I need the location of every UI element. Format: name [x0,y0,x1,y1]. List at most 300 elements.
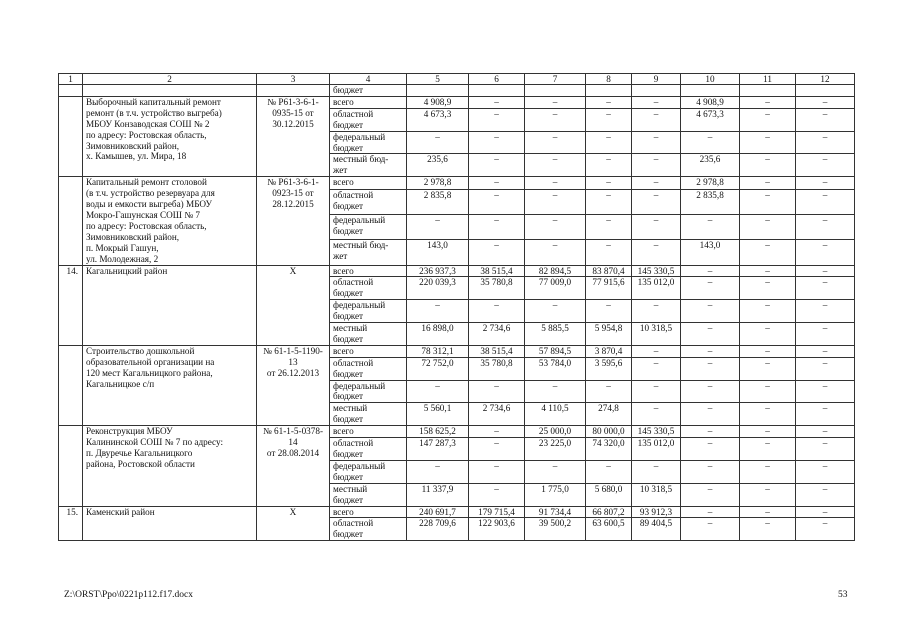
amount-cell: – [632,131,681,154]
amount-cell: – [632,345,681,357]
amount-cell: – [740,380,796,403]
object-name-line: Капитальный ремонт столовой [86,177,207,188]
amount-cell: – [740,426,796,438]
amount-cell: 2 734,6 [469,323,525,346]
amount-cell: – [469,177,525,190]
document-number-line: Х [289,506,297,517]
amount-cell: – [796,426,855,438]
document-number-line: от 26.12.2013 [266,367,320,378]
amount-cell: 135 012,0 [632,438,681,461]
object-name-line: Каменский район [86,506,155,517]
amount-cell: – [681,215,740,240]
object-name-line: Реконструкция МБОУ [86,426,173,437]
funding-source-line: бюджет [333,333,364,344]
amount-cell: 11 337,9 [407,483,469,506]
amount-cell: – [525,131,586,154]
object-name [83,85,257,97]
column-number: 6 [469,74,525,85]
object-name-line: (в т.ч. устройство резервуара для [86,188,215,199]
amount-cell: 240 691,7 [407,506,469,518]
funding-source-line: бюджет [333,529,364,540]
amount-cell: – [796,518,855,541]
amount-cell: – [796,108,855,131]
amount-cell: 145 330,5 [632,265,681,277]
amount-cell: – [586,177,632,190]
amount-cell: – [586,96,632,108]
amount-cell: – [681,380,740,403]
document-number [257,506,330,541]
funding-source-line: областной [333,518,374,529]
amount-cell: – [740,323,796,346]
amount-cell: – [632,240,681,265]
amount-cell: – [632,177,681,190]
amount-cell: – [740,154,796,177]
amount-cell: – [740,438,796,461]
amount-cell [407,85,469,97]
document-number [257,177,330,265]
funding-source [330,506,407,518]
amount-cell: – [681,323,740,346]
amount-cell: 2 835,8 [681,190,740,215]
funding-source-line: местный [333,403,368,414]
amount-cell: 4 110,5 [525,403,586,426]
amount-cell: 66 807,2 [586,506,632,518]
amount-cell: 2 734,6 [469,403,525,426]
amount-cell [632,85,681,97]
amount-cell: – [740,190,796,215]
amount-cell: – [469,426,525,438]
row-number [59,426,83,506]
amount-cell: – [740,518,796,541]
funding-source-line: федеральный [333,460,386,471]
amount-cell: 89 404,5 [632,518,681,541]
amount-cell: 235,6 [681,154,740,177]
document-number-line: 0923-15 от [272,188,314,199]
funding-source-line: бюджет [333,494,364,505]
amount-cell: – [740,215,796,240]
funding-source-line: всего [333,177,354,188]
amount-cell: – [525,460,586,483]
amount-cell: – [740,96,796,108]
amount-cell: – [407,380,469,403]
amount-cell: – [740,108,796,131]
document-number-line: 0935-15 от [272,107,314,118]
object-name [83,265,257,345]
amount-cell: – [796,438,855,461]
object-name-line: Кагальницкое с/п [86,378,155,389]
amount-cell: 74 320,0 [586,438,632,461]
document-number-line: № 61-1-5-1190-13 [263,345,323,367]
amount-cell: 5 885,5 [525,323,586,346]
column-number: 2 [83,74,257,85]
document-number [257,265,330,345]
amount-cell: – [740,240,796,265]
budget-table [58,73,855,541]
column-number: 12 [796,74,855,85]
amount-cell: – [740,265,796,277]
funding-source-line: бюджет [333,85,364,95]
funding-source-line: областной [333,357,374,368]
amount-cell: – [740,300,796,323]
column-number: 8 [586,74,632,85]
amount-cell: 35 780,8 [469,357,525,380]
amount-cell: – [632,154,681,177]
amount-cell: – [796,240,855,265]
amount-cell: – [586,380,632,403]
funding-source [330,215,407,240]
amount-cell: – [740,403,796,426]
amount-cell: – [632,190,681,215]
object-name-line: Калининской СОШ № 7 по адресу: [86,437,224,448]
funding-source [330,85,407,97]
funding-source-line: всего [333,426,354,437]
funding-source [330,357,407,380]
funding-source [330,240,407,265]
amount-cell: – [681,403,740,426]
footer-file-path: Z:\ORST\Ppo\0221p112.f17.docx [64,590,193,600]
amount-cell: – [469,190,525,215]
amount-cell: – [525,380,586,403]
object-name-line: 120 мест Кагальницкого района, [86,367,213,378]
amount-cell: 82 894,5 [525,265,586,277]
amount-cell: 274,8 [586,403,632,426]
amount-cell: – [796,96,855,108]
amount-cell: 80 000,0 [586,426,632,438]
amount-cell: – [525,177,586,190]
amount-cell: – [796,323,855,346]
funding-source-line: местный [333,483,368,494]
amount-cell: 147 287,3 [407,438,469,461]
object-name-line: по адресу: Ростовская область, [86,220,207,231]
document-number-line: Х [289,265,297,276]
funding-source [330,380,407,403]
document-number-line: от 28.08.2014 [266,448,320,458]
amount-cell: – [469,380,525,403]
amount-cell: 235,6 [407,154,469,177]
amount-cell: 220 039,3 [407,277,469,300]
amount-cell: – [740,357,796,380]
amount-cell: – [796,265,855,277]
amount-cell: – [740,506,796,518]
amount-cell: – [796,506,855,518]
amount-cell: 158 625,2 [407,426,469,438]
amount-cell: 4 908,9 [407,96,469,108]
object-name [83,506,257,541]
amount-cell: – [681,131,740,154]
object-name-line: Зимовниковский район, [86,231,180,242]
funding-source [330,177,407,190]
amount-cell [740,85,796,97]
funding-source-line: областной [333,277,374,288]
funding-source [330,438,407,461]
amount-cell: 39 500,2 [525,518,586,541]
amount-cell: – [632,300,681,323]
row-number [59,85,83,97]
amount-cell: – [740,345,796,357]
amount-cell: – [796,300,855,323]
amount-cell: – [586,131,632,154]
table-body [59,74,855,541]
amount-cell: – [796,345,855,357]
amount-cell: 77 915,6 [586,277,632,300]
amount-cell: – [740,483,796,506]
amount-cell: – [586,108,632,131]
funding-source-line: бюджет [333,311,364,322]
amount-cell: 5 560,1 [407,403,469,426]
amount-cell: 25 000,0 [525,426,586,438]
amount-cell [796,85,855,97]
amount-cell: 10 318,5 [632,323,681,346]
amount-cell: – [796,403,855,426]
table-row [59,177,855,190]
amount-cell: – [469,483,525,506]
amount-cell: – [796,460,855,483]
funding-source [330,518,407,541]
amount-cell: 4 908,9 [681,96,740,108]
object-name-line: ремонт (в т.ч. устройство выгреба) [86,107,222,118]
amount-cell: – [586,240,632,265]
amount-cell: – [681,300,740,323]
funding-source-line: всего [333,265,354,276]
funding-source [330,96,407,108]
amount-cell: 3 595,6 [586,357,632,380]
object-name-line: Зимовниковский район, [86,140,180,151]
funding-source [330,265,407,277]
funding-source-line: всего [333,96,354,107]
header-row [59,74,855,85]
amount-cell: 236 937,3 [407,265,469,277]
amount-cell: – [586,190,632,215]
amount-cell: 10 318,5 [632,483,681,506]
amount-cell: – [632,357,681,380]
amount-cell: – [796,483,855,506]
amount-cell [469,85,525,97]
amount-cell: – [632,380,681,403]
column-number: 1 [59,74,83,85]
object-name-line: воды и емкости выгреба) МБОУ [86,199,213,210]
amount-cell: 228 709,6 [407,518,469,541]
row-number [59,96,83,176]
amount-cell: – [525,108,586,131]
funding-source [330,483,407,506]
document-number [257,96,330,176]
amount-cell: 2 835,8 [407,190,469,215]
amount-cell: – [407,215,469,240]
amount-cell: 38 515,4 [469,345,525,357]
amount-cell: – [469,460,525,483]
funding-source-line: федеральный [333,131,386,142]
object-name-line: ул. Молодежная, 2 [86,253,159,264]
amount-cell: – [525,154,586,177]
amount-cell: – [632,460,681,483]
amount-cell: – [796,154,855,177]
amount-cell: – [740,277,796,300]
amount-cell: 57 894,5 [525,345,586,357]
column-number: 9 [632,74,681,85]
amount-cell: 135 012,0 [632,277,681,300]
funding-source [330,190,407,215]
funding-source-line: местный бюд- [333,154,389,165]
funding-source-line: федеральный [333,380,386,391]
funding-source [330,323,407,346]
object-name-line: Мокро-Гашунская СОШ № 7 [86,209,200,220]
amount-cell: 38 515,4 [469,265,525,277]
amount-cell: – [796,190,855,215]
amount-cell: 23 225,0 [525,438,586,461]
amount-cell: – [525,96,586,108]
amount-cell: – [469,154,525,177]
funding-source-line: бюджет [333,449,364,459]
amount-cell: – [681,357,740,380]
funding-source-line: бюджет [333,142,364,153]
amount-cell: – [586,154,632,177]
amount-cell: 145 330,5 [632,426,681,438]
column-number: 5 [407,74,469,85]
amount-cell: – [796,131,855,154]
amount-cell: – [796,177,855,190]
funding-source-line: всего [333,506,354,517]
object-name-line: х. Камышев, ул. Мира, 18 [86,151,187,162]
amount-cell: – [681,265,740,277]
amount-cell: 77 009,0 [525,277,586,300]
funding-source [330,300,407,323]
amount-cell: 143,0 [681,240,740,265]
funding-source [330,460,407,483]
amount-cell: – [632,403,681,426]
amount-cell: – [681,426,740,438]
funding-source [330,403,407,426]
object-name-line: района, Ростовской области [86,458,195,469]
funding-source-line: бюджет [333,391,364,402]
amount-cell: 5 680,0 [586,483,632,506]
column-number: 7 [525,74,586,85]
amount-cell: – [469,108,525,131]
amount-cell: – [632,215,681,240]
column-number: 10 [681,74,740,85]
amount-cell: 4 673,3 [681,108,740,131]
funding-source-line: бюджет [333,471,364,482]
funding-source-line: бюджет [333,414,364,425]
column-number: 3 [257,74,330,85]
row-number: 14. [59,265,83,345]
object-name-line: МБОУ Конзаводская СОШ № 2 [86,118,210,129]
funding-source-line: областной [333,108,374,119]
amount-cell: 91 734,4 [525,506,586,518]
funding-source [330,345,407,357]
object-name [83,426,257,506]
amount-cell: – [740,177,796,190]
amount-cell: 2 978,8 [681,177,740,190]
amount-cell: 53 784,0 [525,357,586,380]
amount-cell: – [796,215,855,240]
funding-source-line: местный [333,323,368,334]
amount-cell: – [586,215,632,240]
funding-source-line: местный бюд- [333,240,389,251]
funding-source-line: жет [333,251,348,262]
amount-cell: 2 978,8 [407,177,469,190]
amount-cell: – [632,108,681,131]
document-number-line: № Р61-3-6-1- [267,96,319,107]
object-name [83,177,257,265]
amount-cell: – [469,300,525,323]
amount-cell [525,85,586,97]
amount-cell: 35 780,8 [469,277,525,300]
document-number [257,345,330,425]
object-name [83,96,257,176]
object-name-line: Строительство дошкольной [86,345,195,356]
document-number-line: 28.12.2015 [272,199,314,210]
amount-cell: – [525,190,586,215]
object-name-line: по адресу: Ростовская область, [86,129,207,140]
funding-source [330,154,407,177]
amount-cell: – [525,300,586,323]
object-name-line: Кагальницкий район [86,265,168,276]
table-row [59,85,855,97]
document-number [257,85,330,97]
amount-cell: 93 912,3 [632,506,681,518]
amount-cell: – [740,131,796,154]
amount-cell: – [469,215,525,240]
funding-source-line: федеральный [333,215,386,226]
document-number-line: № Р61-3-6-1- [267,177,319,188]
amount-cell: – [796,380,855,403]
amount-cell: 78 312,1 [407,345,469,357]
amount-cell: 1 775,0 [525,483,586,506]
amount-cell: 122 903,6 [469,518,525,541]
amount-cell: – [796,277,855,300]
row-number [59,345,83,425]
table-row [59,265,855,277]
amount-cell: 72 752,0 [407,357,469,380]
funding-source-line: федеральный [333,300,386,311]
amount-cell: – [469,438,525,461]
amount-cell: – [469,96,525,108]
object-name [83,345,257,425]
amount-cell: 4 673,3 [407,108,469,131]
funding-source [330,277,407,300]
row-number: 15. [59,506,83,541]
amount-cell: 143,0 [407,240,469,265]
amount-cell: – [469,131,525,154]
document-number-line: № 61-1-5-0378-14 [262,426,324,448]
funding-source-line: бюджет [333,226,364,237]
amount-cell: – [525,215,586,240]
amount-cell: 179 715,4 [469,506,525,518]
funding-source-line: жет [333,165,348,176]
object-name-line: п. Двуречье Кагальницкого [86,448,193,458]
funding-source-line: областной [333,438,374,449]
amount-cell: – [632,96,681,108]
amount-cell: – [681,483,740,506]
amount-cell: – [796,357,855,380]
funding-source-line: бюджет [333,119,364,130]
table-row [59,345,855,357]
column-number: 4 [330,74,407,85]
column-number: 11 [740,74,796,85]
amount-cell: – [586,460,632,483]
funding-source [330,426,407,438]
funding-source [330,108,407,131]
amount-cell: – [586,300,632,323]
amount-cell: – [407,131,469,154]
funding-source-line: всего [333,345,354,356]
amount-cell: – [681,438,740,461]
amount-cell: 16 898,0 [407,323,469,346]
funding-source-line: бюджет [333,288,364,299]
object-name-line: образовательной организации на [86,356,215,367]
amount-cell: – [407,460,469,483]
funding-source-line: бюджет [333,368,364,379]
